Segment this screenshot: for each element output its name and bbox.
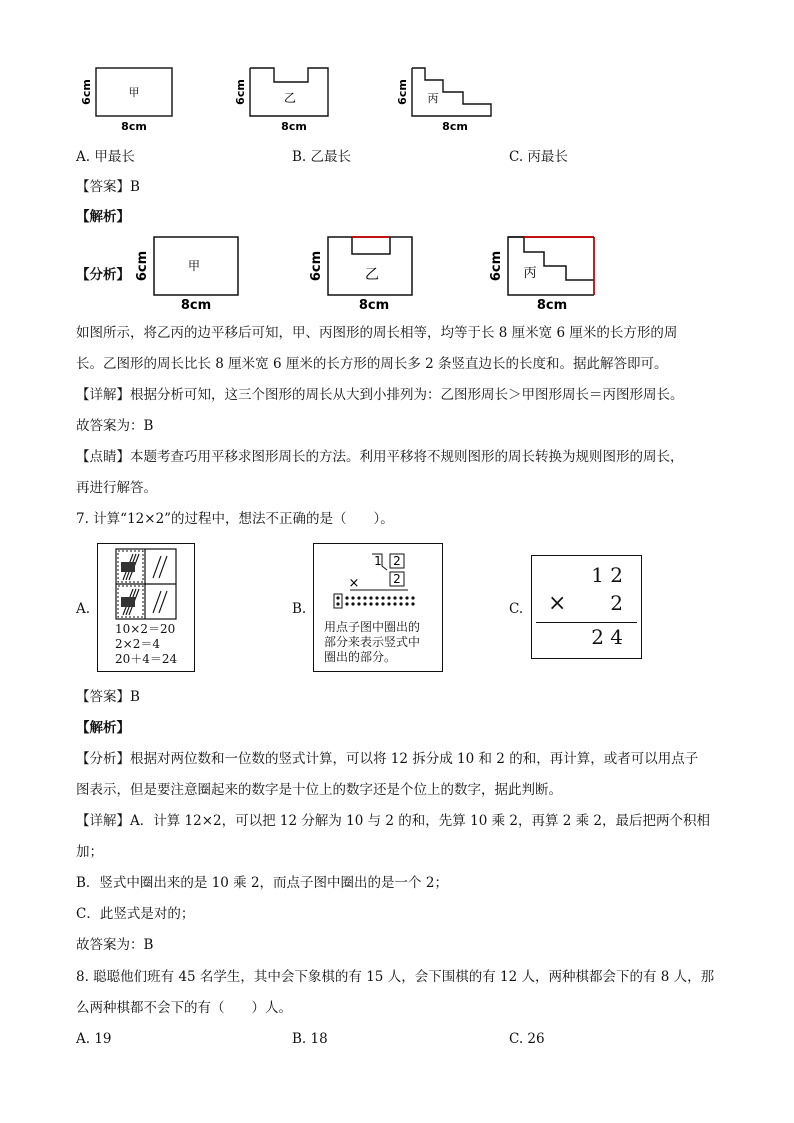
height-label: 6cm <box>80 79 93 105</box>
analysis-text-q6-line1: 如图所示，将乙丙的边平移后可知，甲、丙图形的周长相等，均等于长 8 厘米宽 6 厘米的长方形的周 <box>76 325 678 341</box>
comment-q6-line1: 【点睛】本题考查巧用平移求图形周长的方法。利用平移将不规则图形的周长转换为规则图形的周长， <box>76 449 684 465</box>
option-b-note-line1: 用点子图中圈出的 <box>324 620 421 634</box>
figure-jia-top <box>78 64 178 134</box>
analysis-head-q7: 【解析】 <box>76 720 130 736</box>
shape-name: 甲 <box>128 86 140 99</box>
detail-q7-line3: B．竖式中圈出来的是 10 乘 2，而点子图中圈出的是一个 2； <box>76 875 448 891</box>
analysis-q7-line2: 图表示，但是要注意圈起来的数字是十位上的数字还是个位上的数字，据此判断。 <box>76 782 562 798</box>
option-b-q8: B. 18 <box>292 1031 328 1047</box>
height-label: 6cm <box>396 79 409 105</box>
shape-name: 乙 <box>365 267 379 283</box>
option-c-box-q7 <box>531 555 642 659</box>
shape-name: 丙 <box>523 266 537 281</box>
shape-name: 丙 <box>427 92 439 105</box>
calc-line-2: 2×2＝4 <box>115 637 160 651</box>
option-c: C. 丙最长 <box>509 149 568 165</box>
shape-name: 甲 <box>187 259 201 273</box>
pencil-grid-picture <box>115 548 177 620</box>
width-label: 8cm <box>121 120 147 133</box>
analysis-q7-line1: 【分析】根据对两位数和一位数的竖式计算，可以将 12 拆分成 10 和 2 的和，再计算，或者可以用点子 <box>76 751 699 767</box>
figure-bing-top <box>397 64 497 134</box>
figure-jia-analysis <box>132 232 244 312</box>
times-sign: × <box>548 591 567 616</box>
product: 2 4 <box>591 625 623 649</box>
option-b-note-line3: 圈出的部分。 <box>324 650 397 664</box>
multiplier-digit: 2 <box>393 572 401 586</box>
vertical-multiplication-picture <box>320 550 436 612</box>
multiplicand: 1 2 <box>591 563 623 587</box>
analysis-head-q6: 【解析】 <box>76 209 130 225</box>
option-a: A. 甲最长 <box>76 149 135 165</box>
height-label: 6cm <box>135 250 150 282</box>
width-label: 8cm <box>536 298 568 313</box>
question-q8-line2: 么两种棋都不会下的有（ ）人。 <box>76 1000 292 1016</box>
answer-q7: 【答案】B <box>76 689 140 705</box>
times-sign: × <box>348 576 360 591</box>
width-label: 8cm <box>358 298 390 313</box>
detail-q6: 【详解】根据分析可知，这三个图形的周长从大到小排列为：乙图形周长＞甲图形周长＝丙图形周长。 <box>76 387 684 403</box>
detail-q7-line2: 加； <box>76 844 103 860</box>
result-q7: 故答案为：B <box>76 937 154 953</box>
analysis-text-q6-line2: 长。乙图形的周长比长 8 厘米宽 6 厘米的长方形的周长多 2 条竖直边长的长度和。据此解答即可。 <box>76 356 668 372</box>
question-q8-line1: 8. 聪聪他们班有 45 名学生，其中会下象棋的有 15 人，会下围棋的有 12 人，两种棋都会下的有 8 人，那 <box>76 969 715 985</box>
multiplier: 2 <box>610 591 623 615</box>
fenxi-tag-q6: 【分析】 <box>76 267 130 283</box>
option-c-q8: C. 26 <box>509 1031 545 1047</box>
option-a-q8: A. 19 <box>76 1031 112 1047</box>
height-label: 6cm <box>309 250 324 282</box>
product-line <box>536 622 637 623</box>
height-label: 6cm <box>489 250 504 282</box>
option-c-label-q7: C. <box>509 601 524 617</box>
detail-q7-line1: 【详解】A．计算 12×2，可以把 12 分解为 10 与 2 的和，先算 10 乘 2，再算 2 乘 2，最后把两个积相 <box>76 813 711 829</box>
figure-yi-top <box>236 64 336 134</box>
calc-line-3: 20＋4＝24 <box>115 652 178 666</box>
figure-yi-analysis <box>310 232 422 312</box>
option-a-label-q7: A. <box>76 601 91 617</box>
calc-line-1: 10×2＝20 <box>115 622 176 636</box>
top-tens-digit: 1 <box>374 554 382 568</box>
detail-q7-line4: C．此竖式是对的； <box>76 906 195 922</box>
width-label: 8cm <box>281 120 307 133</box>
answer-q6: 【答案】B <box>76 179 140 195</box>
width-label: 8cm <box>442 120 468 133</box>
height-label: 6cm <box>234 79 247 105</box>
figure-bing-analysis <box>490 232 602 312</box>
option-b-box-q7 <box>313 543 443 672</box>
option-b-label-q7: B. <box>292 601 307 617</box>
result-q6: 故答案为：B <box>76 418 154 434</box>
shape-name: 乙 <box>283 91 297 105</box>
option-b: B. 乙最长 <box>292 149 352 165</box>
option-b-note-line2: 部分来表示竖式中 <box>324 635 421 649</box>
top-ones-digit: 2 <box>393 554 401 568</box>
width-label: 8cm <box>180 298 212 313</box>
question-q7: 7. 计算“12×2”的过程中，想法不正确的是（ ）。 <box>76 511 394 527</box>
comment-q6-line2: 再进行解答。 <box>76 480 157 496</box>
option-a-box-q7 <box>97 543 195 672</box>
